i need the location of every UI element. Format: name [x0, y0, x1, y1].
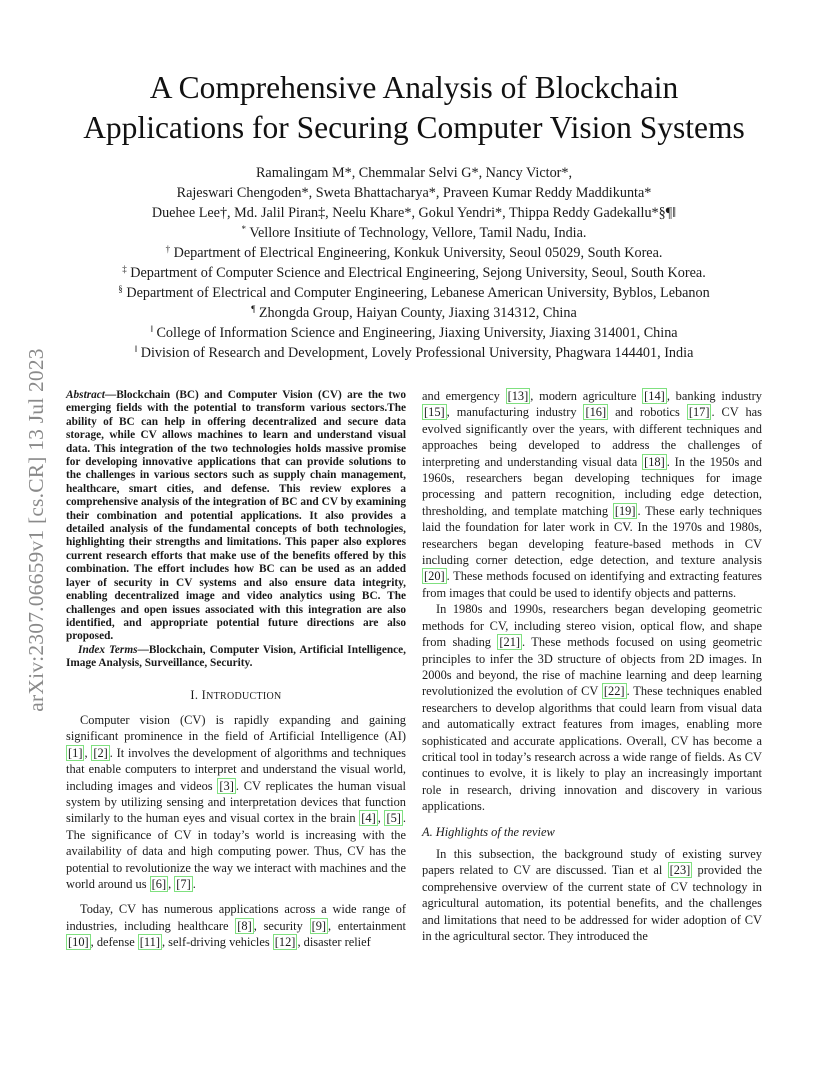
affiliation-4 — [0, 283, 828, 303]
text-run: Computer vision (CV) is rapidly expanding and gaining significant prominence in the field of Artificial Intelligence (AI) — [66, 712, 406, 744]
text-run: In 1980s and 1990s, researchers began developing geometric methods for CV, including stereo vision, optical flow, and shape from shading — [422, 602, 762, 650]
citation-link[interactable]: [2] — [93, 745, 108, 760]
affiliation-mark: ¶ — [251, 304, 256, 314]
affiliation-text: Vellore Insitiute of Technology, Vellore, Tamil Nadu, India. — [249, 225, 587, 241]
index-terms-label: Index Terms — [78, 643, 138, 656]
affiliation-mark: * — [241, 224, 247, 234]
citation-link[interactable]: [21] — [499, 635, 521, 650]
affiliation-1 — [0, 223, 828, 243]
citation-link[interactable]: [8] — [237, 918, 252, 933]
citation-link[interactable]: [3] — [219, 778, 234, 793]
text-run: . The significance of CV in today’s world is increasing with the availability of data and high computing power. Thus, CV has the potential to revolutionize the way we interact with machines and the world around us — [66, 811, 406, 891]
title-line-2: Applications for Securing Computer Vision Systems — [83, 110, 745, 145]
citation-link[interactable]: [5] — [386, 811, 401, 826]
abstract-text: Blockchain (BC) and Computer Vision (CV) are the two emerging fields with the potential to transform various sectors.The ability of BC can help in offering decentralized and secure data storage, while CV allows machines to learn and understand visual data. This integration of the two technologies holds massive promise for developing innovative applications that can provide solutions to the challenges in various sectors such as supply chain management, healthcare, smart cities, and defense. This review explores a comprehensive analysis of the integration of BC and CV by examining their combination and potential applications. It also provides a detailed analysis of the fundamental concepts of both technologies, highlighting their strengths and limitations. This paper also explores current research efforts that make use of the benefits offered by this combination. The effort includes how BC can be used as an added layer of security in CV systems and also ensure data integrity, enabling decentralized image and video analytics using BC. The challenges and open issues associated with this integration are also identified, and appropriate potential future directions are also proposed. — [66, 389, 406, 643]
paper-title — [0, 68, 828, 148]
affiliation-mark: ‖ — [134, 344, 138, 354]
section-title-initial: I — [201, 687, 207, 702]
text-run: , self-driving vehicles — [161, 935, 273, 950]
intro-paragraph-1 — [66, 712, 406, 892]
affiliation-mark: † — [165, 244, 171, 254]
affiliation-2 — [0, 243, 828, 263]
affiliation-5 — [0, 303, 828, 323]
affiliation-text: Department of Electrical and Computer Engineering, Lebanese American University, Byblos, Lebanon — [126, 285, 710, 301]
text-run: . These methods focused on using geometric principles to infer the 3D structure of objects from 2D images. In 2000s and beyond, the rise of machine learning and deep learning revolutionized the evolution of CV — [422, 635, 762, 699]
author-line-3: Duehee Lee†, Md. Jalil Piran‡, Neelu Khare*, Gokul Yendri*, Thippa Reddy Gadekallu*§¶‖ — [151, 205, 677, 221]
citation-link[interactable]: [11] — [139, 935, 160, 950]
text-run: . These techniques enabled researchers to develop algorithms that could learn from visual data and automatically extract features from images, enabling more sophisticated and accurate applications. Overall, CV has become a critical tool in today’s research across a wide range of fields. As CV continues to evolve, it is likely to play an increasingly important role in research, driving innovation and discovery in various applications. — [422, 684, 762, 814]
affiliation-mark: § — [118, 284, 123, 294]
affiliation-text: Zhongda Group, Haiyan County, Jiaxing 314312, China — [258, 305, 577, 321]
section-numeral: I. — [190, 687, 199, 702]
author-line-2: Rajeswari Chengoden*, Sweta Bhattacharya*, Praveen Kumar Reddy Maddikunta* — [176, 185, 652, 201]
affiliation-mark: ‡ — [122, 264, 127, 274]
affiliation-3 — [0, 263, 828, 283]
text-run: , defense — [90, 935, 138, 950]
text-run: and emergency — [422, 389, 506, 403]
text-run: and robotics — [608, 405, 687, 420]
citation-link[interactable]: [4] — [361, 811, 376, 826]
index-terms: Index Terms—Blockchain, Computer Vision, Artificial Intelligence, Image Analysis, Surveillance, Security. — [66, 643, 406, 670]
text-run: , security — [253, 918, 310, 933]
citation-link[interactable]: [20] — [424, 569, 445, 584]
text-run: , — [377, 811, 385, 826]
text-run: In this subsection, the background study of existing survey papers related to CV are discussed. Tian et al — [422, 846, 762, 878]
citation-link[interactable]: [9] — [311, 918, 327, 933]
text-run: . CV replicates the human visual system by utilizing sensing and interpretation devices that function similarly to the human eyes and visual cortex in the brain — [66, 778, 406, 826]
citation-link[interactable]: [22] — [603, 684, 625, 699]
citation-link[interactable]: [13] — [507, 389, 529, 403]
abstract-label: Abstract — [66, 389, 105, 401]
text-run: , modern agriculture — [530, 389, 643, 403]
section-heading-introduction — [66, 687, 406, 705]
arxiv-identifier: arXiv:2307.06659v1 [cs.CR] 13 Jul 2023 — [24, 348, 48, 712]
text-run: . These methods focused on identifying and extracting features from images that could be used to identify objects and patterns. — [422, 569, 762, 600]
index-terms-text: Blockchain, Computer Vision, Artificial Intelligence, Image Analysis, Surveillance, Security. — [66, 643, 406, 670]
left-column — [66, 389, 406, 951]
intro-paragraph-2 — [66, 901, 406, 950]
affiliation-text: Department of Computer Science and Electrical Engineering, Sejong University, Seoul, South Korea. — [130, 265, 706, 281]
affiliation-text: Division of Research and Development, Lovely Professional University, Phagwara 144401, India — [140, 345, 694, 361]
right-paragraph-2 — [422, 601, 762, 814]
text-run: provided the comprehensive overview of the current state of CV technology in agricultural automation, its potential benefits, and the challenges and limitations that need to be addressed for wider adoption of CV in the agricultural sector. They introduced the — [422, 863, 762, 943]
title-line-1: A Comprehensive Analysis of Blockchain — [149, 70, 679, 105]
citation-link[interactable]: [16] — [585, 405, 607, 420]
citation-link[interactable]: [14] — [644, 389, 665, 403]
text-run: , — [84, 745, 92, 760]
affiliation-mark: ‖ — [150, 324, 153, 334]
citation-link[interactable]: [17] — [688, 405, 710, 420]
citation-link[interactable]: [23] — [669, 863, 691, 878]
affiliation-text: College of Information Science and Engineering, Jiaxing University, Jiaxing 314001, China — [156, 325, 678, 341]
citation-link[interactable]: [12] — [274, 935, 296, 950]
right-paragraph-3 — [422, 846, 762, 944]
citation-link[interactable]: [19] — [614, 503, 636, 518]
citation-link[interactable]: [18] — [644, 454, 665, 469]
text-run: , manufacturing industry — [446, 405, 584, 420]
section-title-rest: NTRODUCTION — [206, 690, 282, 702]
author-block — [0, 163, 828, 363]
text-run: , banking industry — [666, 389, 762, 403]
citation-link[interactable]: [10] — [68, 935, 89, 950]
text-run: . — [192, 877, 196, 891]
affiliation-6 — [0, 323, 828, 343]
author-line-1: Ramalingam M*, Chemmalar Selvi G*, Nancy Victor*, — [255, 165, 573, 181]
citation-link[interactable]: [1] — [68, 745, 83, 760]
right-column — [422, 388, 762, 944]
citation-link[interactable]: [6] — [151, 877, 167, 891]
text-run: , — [168, 877, 175, 891]
text-run: . It involves the development of algorithms and techniques that enable computers to interpret and understand the visual world, including images and videos — [66, 745, 406, 793]
abstract: Abstract—Blockchain (BC) and Computer Vision (CV) are the two emerging fields with the potential to transform various sectors.The ability of BC can help in offering decentralized and secure data storage, while CV allows machines to learn and understand visual data. This integration of the two technologies holds massive promise for developing innovative applications that can provide solutions to the challenges in various sectors such as supply chain management, healthcare, smart cities, and defense. This review explores a comprehensive analysis of the integration of BC and CV by examining their combination and potential applications. It also provides a detailed analysis of the fundamental concepts of both technologies, highlighting their strengths and limitations. This paper also explores current research efforts that make use of the benefits offered by this combination. The effort includes how BC can be used as an added layer of security in CV systems and also ensure data integrity, enabling decentralized image and video analytics using BC. The challenges and open issues associated with this integration are also identified, and appropriate potential future directions are also proposed. — [66, 389, 406, 643]
text-run: Today, CV has numerous applications across a wide range of industries, including healthcare — [66, 902, 406, 933]
text-run: , disaster relief — [297, 935, 371, 950]
right-paragraph-1 — [422, 388, 762, 601]
affiliation-text: Department of Electrical Engineering, Konkuk University, Seoul 05029, South Korea. — [173, 245, 663, 261]
affiliation-7 — [0, 343, 828, 363]
text-run: . In the 1950s and 1960s, researchers began developing techniques for image processing and pattern recognition, including edge detection, thresholding, and template matching — [422, 454, 762, 518]
text-run: . CV has evolved significantly over the years, with different techniques and approaches being developed to address the challenges of interpreting and understanding visual data — [422, 405, 762, 469]
citation-link[interactable]: [7] — [176, 877, 191, 891]
text-run: , entertainment — [328, 918, 406, 933]
subsection-heading-highlights: A. Highlights of the review — [422, 824, 555, 839]
citation-link[interactable]: [15] — [424, 405, 445, 420]
text-run: . These early techniques laid the foundation for later work in CV. In the 1970s and 1980s, researchers began developing feature-based methods in CV including corner detection, edge detection, and texture analysis — [422, 503, 762, 568]
